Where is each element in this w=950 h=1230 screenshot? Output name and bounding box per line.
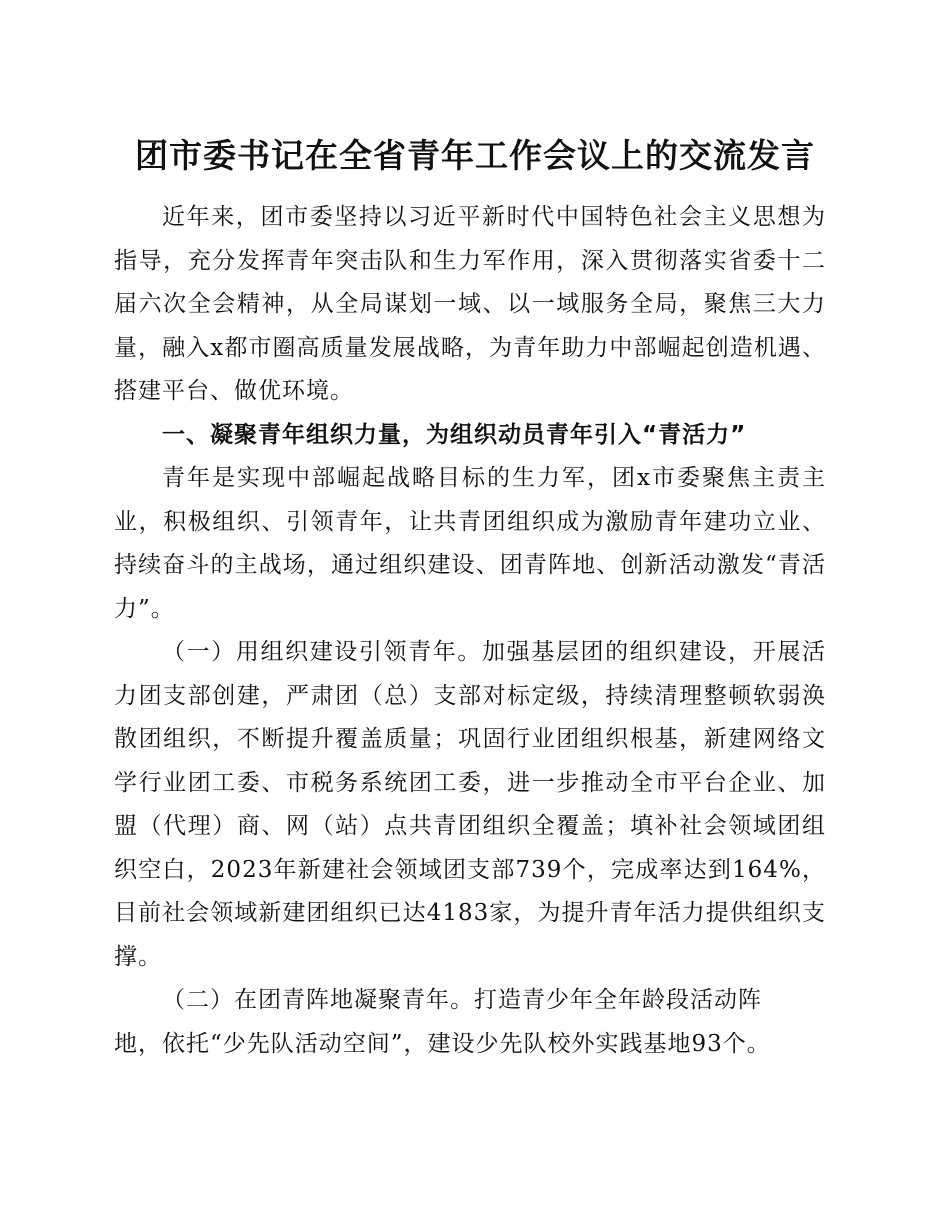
document-body	[114, 196, 826, 1066]
item-lead-2: （二）在团青阵地凝聚青年。	[162, 987, 474, 1013]
section-heading: 一、凝聚青年组织力量，为组织动员青年引入“青活力”	[162, 421, 747, 448]
intro-paragraph: 近年来，团市委坚持以习近平新时代中国特色社会主义思想为指导，充分发挥青年突击队和生力军作用，深入贯彻落实省委十二届六次全会精神，从全局谋划一域、以一域服务全局，聚焦三大力量，融入x都市圈高质量发展战略，为青年助力中部崛起创造机遇、搭建平台、做优环境。	[114, 204, 826, 404]
item-paragraph-2	[114, 979, 826, 1066]
item-text-2-line2: 地，依托“少先队活动空间”，建设少先队校外实践基地93个。	[114, 1030, 771, 1057]
section-paragraph: 青年是实现中部崛起战略目标的生力军，团x市委聚焦主责主业，积极组织、引领青年，让共青团组织成为激励青年建功立业、持续奋斗的主战场，通过组织建设、团青阵地、创新活动激发“青活力”。	[114, 465, 826, 622]
item-text-2-line1: 打造青少年全年龄段活动阵	[474, 987, 762, 1013]
item-lead-1: （一）用组织建设引领青年。	[162, 639, 482, 665]
item-paragraph-1	[114, 631, 826, 979]
document-title: 团市委书记在全省青年工作会议上的交流发言	[135, 136, 815, 175]
item-text-1: 加强基层团的组织建设，开展活力团支部创建，严肃团（总）支部对标定级，持续清理整顿软弱涣散团组织，不断提升覆盖质量；巩固行业团组织根基，新建网络文学行业团工委、市税务系统团工委，进一步推动全市平台企业、加盟（代理）商、网（站）点共青团组织全覆盖；填补社会领域团组织空白，2023年新建社会领域团支部739个，完成率达到164%，目前社会领域新建团组织已达4183家，为提升青年活力提供组织支撑。	[114, 639, 827, 970]
